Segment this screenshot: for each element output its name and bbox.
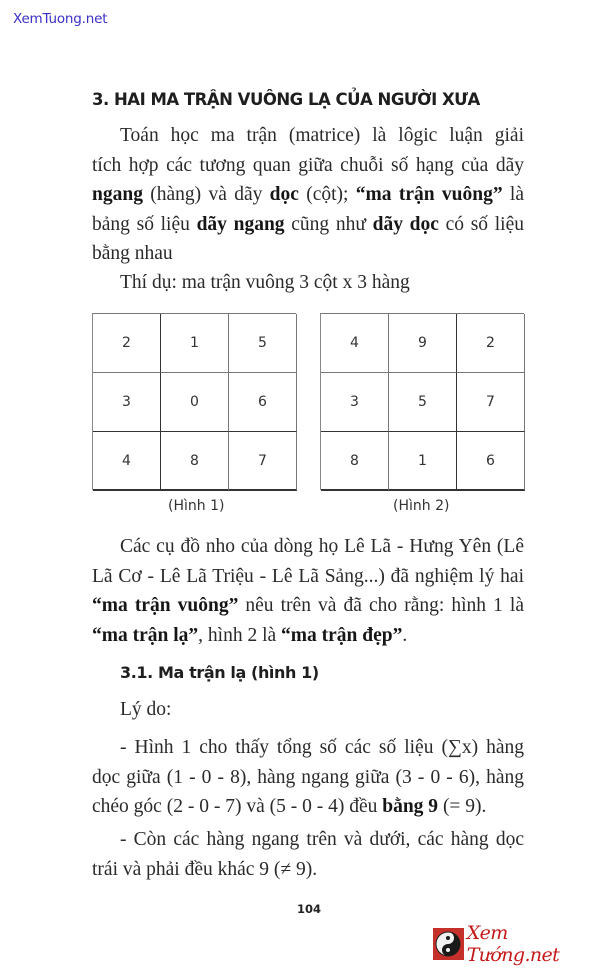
- example-text: Thí dụ: ma trận vuông 3 cột x 3 hàng: [120, 272, 410, 293]
- bullet2-line-2: trái và phải đều khác 9 (≠ 9).: [92, 858, 318, 880]
- reason-text: Lý do:: [120, 699, 172, 720]
- text: (cột);: [298, 184, 356, 205]
- text: có số liệu: [438, 213, 524, 235]
- intro-line-3: [92, 180, 524, 210]
- paragraph-2: [92, 532, 524, 650]
- text: cũng như: [284, 213, 373, 235]
- para2-line-2: Lã Cơ - Lê Lã Triệu - Lê Lã Sảng...) đã nghiệm lý hai: [92, 565, 524, 587]
- matrix-cell: 8: [321, 432, 389, 491]
- bullet1-line-3: [92, 792, 524, 822]
- page-number: 104: [297, 902, 322, 916]
- matrix-cell: 9: [389, 314, 457, 373]
- matrix-cell: 6: [229, 373, 297, 432]
- yin-yang-icon: [433, 928, 464, 960]
- para2-line-3: [92, 591, 524, 621]
- para2-line-1: Các cụ đồ nho của dòng họ Lê Lã - Hưng Yên (Lê: [120, 536, 524, 557]
- matrix-cell: 8: [161, 432, 229, 491]
- matrix-cell: 1: [161, 314, 229, 373]
- matrix-cell: 6: [457, 432, 525, 491]
- bold-text: ngang: [92, 184, 143, 205]
- bullet-2: [92, 825, 524, 884]
- matrix-cell: 2: [457, 314, 525, 373]
- intro-line-1: Toán học ma trận (matrice) là lôgic luận giải: [120, 125, 524, 146]
- matrix-cell: 5: [229, 314, 297, 373]
- bullet-1: [92, 733, 524, 822]
- watermark-top: XemTuong.net: [13, 11, 108, 27]
- bold-text: bằng 9: [382, 796, 439, 817]
- section-heading: 3. HAI MA TRẬN VUÔNG LẠ CỦA NGƯỜI XƯA: [92, 90, 480, 109]
- logo-text: Xem Tướng.net: [466, 922, 560, 966]
- caption-figure-2: (Hình 2): [393, 498, 450, 514]
- intro-line-5: bằng nhau: [92, 243, 173, 264]
- matrix-cell: 7: [457, 373, 525, 432]
- matrix-cell: 1: [389, 432, 457, 491]
- intro-line-4: [92, 210, 524, 240]
- text: (= 9).: [438, 796, 487, 817]
- bold-text: dọc: [269, 184, 299, 205]
- subsection-heading: 3.1. Ma trận lạ (hình 1): [120, 663, 319, 682]
- bold-text: “ma trận vuông”: [355, 184, 503, 205]
- intro-paragraph: [92, 121, 524, 269]
- bold-text: “ma trận đẹp”: [281, 624, 403, 646]
- bold-text: “ma trận vuông”: [92, 595, 239, 616]
- caption-figure-1: (Hình 1): [168, 498, 225, 514]
- matrix-cell: 7: [229, 432, 297, 491]
- matrix-figure-1: [92, 313, 296, 490]
- text: bảng số liệu: [92, 213, 197, 235]
- bold-text: dãy dọc: [372, 213, 439, 235]
- reason-label: [92, 695, 524, 725]
- para2-line-4: [92, 621, 524, 651]
- bullet1-line-1: - Hình 1 cho thấy tổng số các số liệu (∑x) hàng: [120, 737, 524, 758]
- bullet1-line-2: dọc giữa (1 - 0 - 8), hàng ngang giữa (3 - 0 - 6), hàng: [92, 766, 524, 788]
- matrix-cell: 5: [389, 373, 457, 432]
- text: chéo góc (2 - 0 - 7) và (5 - 0 - 4) đều: [92, 796, 383, 817]
- matrix-cell: 3: [93, 373, 161, 432]
- bold-text: “ma trận lạ”: [92, 624, 199, 646]
- bold-text: dãy ngang: [196, 213, 285, 235]
- text: , hình 2 là: [198, 624, 282, 646]
- example-line: [92, 268, 524, 298]
- bullet2-line-1: - Còn các hàng ngang trên và dưới, các hàng dọc: [120, 829, 524, 850]
- matrix-cell: 4: [93, 432, 161, 491]
- intro-line-2: tích hợp các tương quan giữa chuỗi số hạng của dãy: [92, 154, 524, 176]
- text: là: [502, 184, 524, 205]
- matrix-cell: 4: [321, 314, 389, 373]
- site-logo: [433, 922, 600, 966]
- text: nêu trên và đã cho rằng: hình 1 là: [238, 595, 524, 616]
- matrix-cell: 2: [93, 314, 161, 373]
- matrix-cell: 0: [161, 373, 229, 432]
- matrix-cell: 3: [321, 373, 389, 432]
- text: .: [402, 624, 408, 646]
- text: (hàng) và dãy: [142, 184, 270, 205]
- matrix-figure-2: [320, 313, 524, 490]
